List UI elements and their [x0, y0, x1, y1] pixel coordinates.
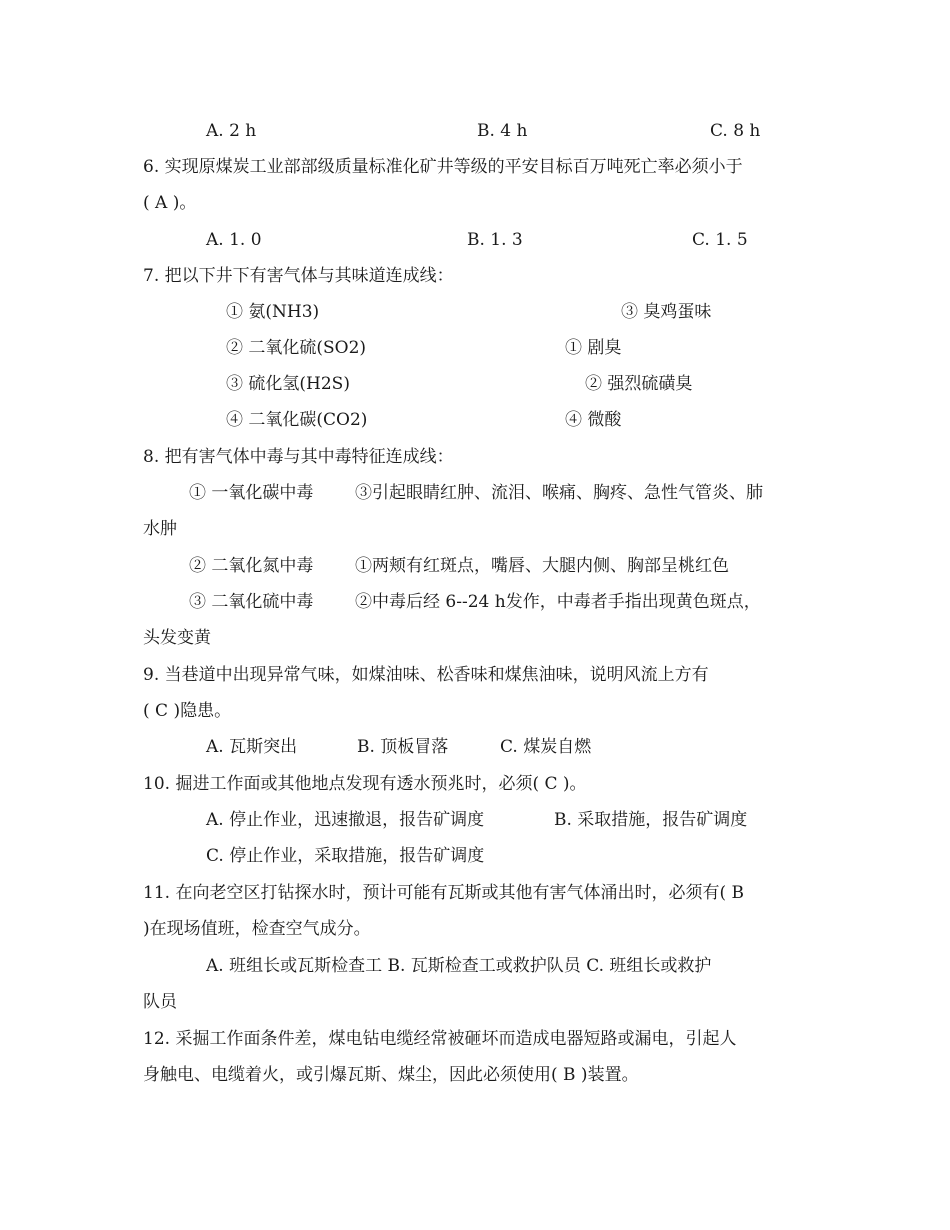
q8-row1-wrap: 水肿 [143, 519, 177, 539]
q11-question-cont: )在现场值班，检查空气成分。 [143, 919, 371, 939]
q5-option-a: A. 2 h [206, 121, 257, 141]
q7-question: 7. 把以下井下有害气体与其味道连成线： [143, 266, 454, 286]
q7-left-1: ① 氨(NH3) [226, 302, 320, 322]
q9-option-b: B. 顶板冒落 [357, 737, 449, 757]
q6-question-cont: ( A )。 [143, 193, 197, 213]
q7-left-4: ④ 二氧化碳(CO2) [226, 410, 368, 430]
q5-option-c: C. 8 h [710, 121, 761, 141]
q5-option-b: B. 4 h [477, 121, 528, 141]
q7-right-2: ① 剧臭 [565, 338, 622, 358]
q7-left-3: ③ 硫化氢(H2S) [226, 374, 350, 394]
q7-right-3: ② 强烈硫磺臭 [585, 374, 693, 394]
q9-option-c: C. 煤炭自燃 [500, 737, 592, 757]
q9-question-cont: ( C )隐患。 [143, 701, 232, 721]
q6-question: 6. 实现原煤炭工业部部级质量标准化矿井等级的平安目标百万吨死亡率必须小于 [143, 157, 743, 177]
q7-right-4: ④ 微酸 [565, 410, 622, 430]
q8-row1-right: ③引起眼睛红肿、流泪、喉痛、胸疼、急性气管炎、肺 [355, 483, 763, 503]
q9-question: 9. 当巷道中出现异常气味，如煤油味、松香味和煤焦油味，说明风流上方有 [143, 665, 709, 685]
q10-question: 10. 掘进工作面或其他地点发现有透水预兆时，必须( C )。 [143, 774, 587, 794]
q8-question: 8. 把有害气体中毒与其中毒特征连成线： [143, 447, 454, 467]
q8-row1-left: ① 一氧化碳中毒 [189, 483, 314, 503]
q8-row2-right: ①两颊有红斑点，嘴唇、大腿内侧、胸部呈桃红色 [355, 556, 729, 576]
q8-row3-left: ③ 二氧化硫中毒 [189, 592, 314, 612]
q8-row2-left: ② 二氧化氮中毒 [189, 556, 314, 576]
q9-option-a: A. 瓦斯突出 [206, 737, 298, 757]
q6-option-a: A. 1. 0 [206, 230, 262, 250]
q7-right-1: ③ 臭鸡蛋味 [621, 302, 712, 322]
q12-question: 12. 采掘工作面条件差，煤电钻电缆经常被砸坏而造成电器短路或漏电，引起人 [143, 1029, 737, 1049]
q6-option-b: B. 1. 3 [467, 230, 523, 250]
q8-row3-wrap: 头发变黄 [143, 628, 211, 648]
q11-options-cont: 队员 [143, 992, 177, 1012]
q7-left-2: ② 二氧化硫(SO2) [226, 338, 367, 358]
q8-row3-right: ②中毒后经 6--24 h发作，中毒者手指出现黄色斑点， [355, 592, 761, 612]
q10-option-b: B. 采取措施，报告矿调度 [554, 810, 748, 830]
q10-option-a: A. 停止作业，迅速撤退，报告矿调度 [206, 810, 485, 830]
q12-question-cont: 身触电、电缆着火，或引爆瓦斯、煤尘，因此必须使用( B )装置。 [143, 1065, 639, 1085]
q10-option-c: C. 停止作业，采取措施，报告矿调度 [206, 846, 485, 866]
q11-question: 11. 在向老空区打钻探水时，预计可能有瓦斯或其他有害气体涌出时，必须有( B [143, 883, 744, 903]
q6-option-c: C. 1. 5 [692, 230, 748, 250]
q11-options: A. 班组长或瓦斯检查工 B. 瓦斯检查工或救护队员 C. 班组长或救护 [206, 956, 712, 976]
